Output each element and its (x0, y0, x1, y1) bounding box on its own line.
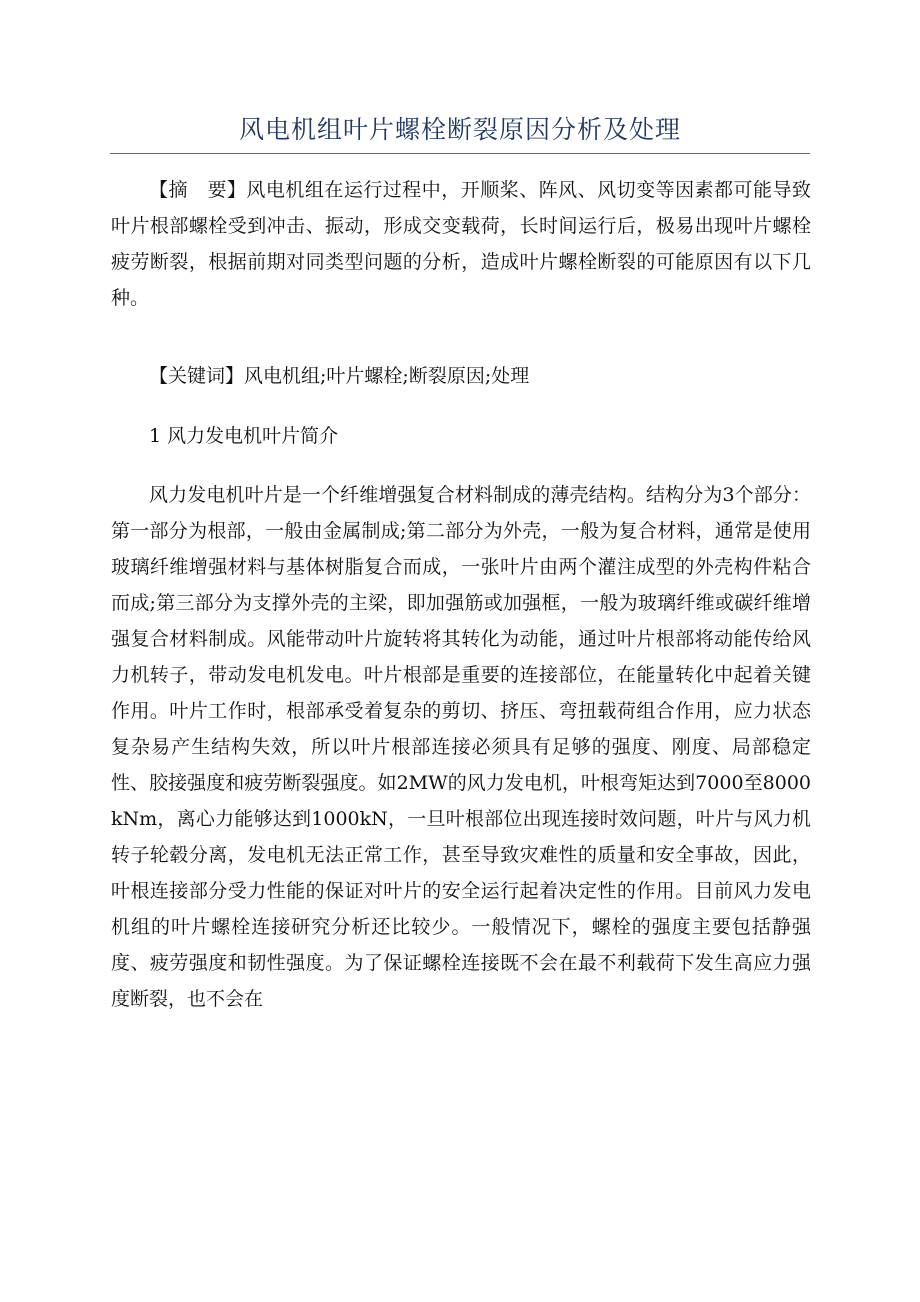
section-1-paragraph: 风力发电机叶片是一个纤维增强复合材料制成的薄壳结构。结构分为3个部分：第一部分为根部，一般由金属制成;第二部分为外壳，一般为复合材料，通常是使用玻璃纤维增强材料与基体树脂复合而成，一张叶片由两个灌注成型的外壳构件粘合而成;第三部分为支撑外壳的主梁，即加强筋或加强框，一般为玻璃纤维或碳纤维增强复合材料制成。风能带动叶片旋转将其转化为动能，通过叶片根部将动能传给风力机转子，带动发电机发电。叶片根部是重要的连接部位，在能量转化中起着关键作用。叶片工作时，根部承受着复杂的剪切、挤压、弯扭载荷组合作用，应力状态复杂易产生结构失效，所以叶片根部连接必须具有足够的强度、刚度、局部稳定性、胶接强度和疲劳断裂强度。如2MW的风力发电机，叶根弯矩达到7000至8000kNm，离心力能够达到1000kN，一旦叶根部位出现连接时效问题，叶片与风力机转子轮毂分离，发电机无法正常工作，甚至导致灾难性的质量和安全事故，因此，叶根连接部分受力性能的保证对叶片的安全运行起着决定性的作用。目前风力发电机组的叶片螺栓连接研究分析还比较少。一般情况下，螺栓的强度主要包括静强度、疲劳强度和韧性强度。为了保证螺栓连接既不会在最不利载荷下发生高应力强度断裂，也不会在 (111, 484, 811, 1010)
abstract-label: 【摘 要】 (149, 179, 247, 201)
keywords-text: 风电机组;叶片螺栓;断裂原因;处理 (244, 365, 530, 387)
document-title: 风电机组叶片螺栓断裂原因分析及处理 (238, 115, 681, 144)
section-1-heading: 1 风力发电机叶片简介 (149, 425, 339, 447)
title-underline (110, 153, 810, 154)
keywords-paragraph (111, 358, 811, 394)
abstract-text: 风电机组在运行过程中，开顺桨、阵风、风切变等因素都可能导致叶片根部螺栓受到冲击、振动，形成交变载荷，长时间运行后，极易出现叶片螺栓疲劳断裂，根据前期对同类型问题的分析，造成叶片螺栓断裂的可能原因有以下几种。 (111, 179, 811, 309)
abstract-paragraph (111, 172, 811, 316)
keywords-label: 【关键词】 (149, 365, 245, 387)
